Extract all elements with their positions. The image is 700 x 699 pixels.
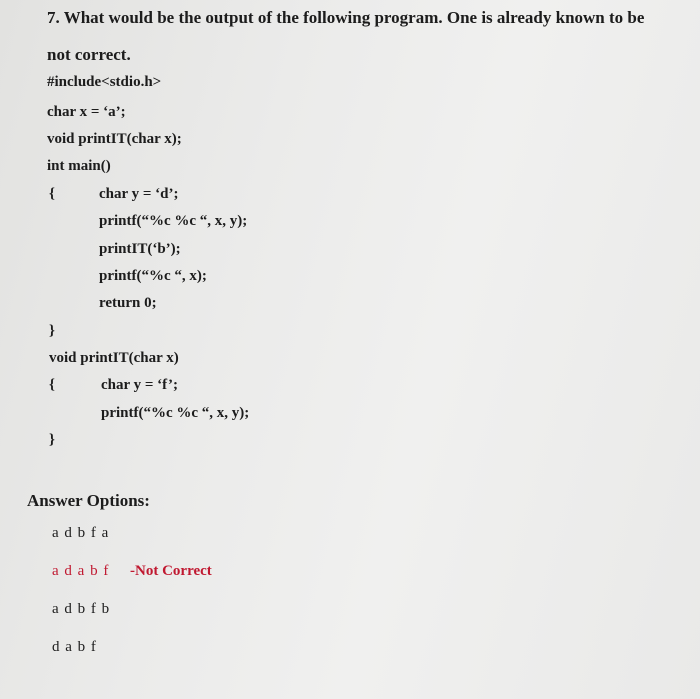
answer-options-heading: Answer Options: [27,491,150,510]
code-function-line-2: printf(“%c %c “, x, y); [101,405,250,421]
code-function-signature: void printIT(char x) [49,350,179,366]
code-main-open-brace: { [49,186,55,202]
question-text-line-1: 7. What would be the output of the following program. One is already known to be [47,8,645,27]
code-include: #include<stdio.h> [47,74,162,90]
answer-option-3: a d b f b [52,601,111,617]
code-function-open-brace: { [49,377,55,393]
code-main-line-5: return 0; [99,295,157,311]
answer-option-1: a d b f a [52,525,110,541]
question-text-line-2: not correct. [47,45,131,64]
code-main-line-1: char y = ‘d’; [99,186,179,202]
code-prototype: void printIT(char x); [47,131,182,147]
answer-option-4: d a b f [52,639,97,655]
code-function-close-brace: } [49,432,55,448]
code-global-var: char x = ‘a’; [47,104,126,120]
code-main-signature: int main() [47,158,111,174]
code-main-close-brace: } [49,323,55,339]
code-function-line-1: char y = ‘f’; [101,377,178,393]
answer-option-2: a d a b f [52,563,110,579]
code-main-line-3: printIT(‘b’); [99,241,181,257]
code-main-line-4: printf(“%c “, x); [99,268,207,284]
not-correct-note: -Not Correct [130,563,212,579]
code-main-line-2: printf(“%c %c “, x, y); [99,213,248,229]
